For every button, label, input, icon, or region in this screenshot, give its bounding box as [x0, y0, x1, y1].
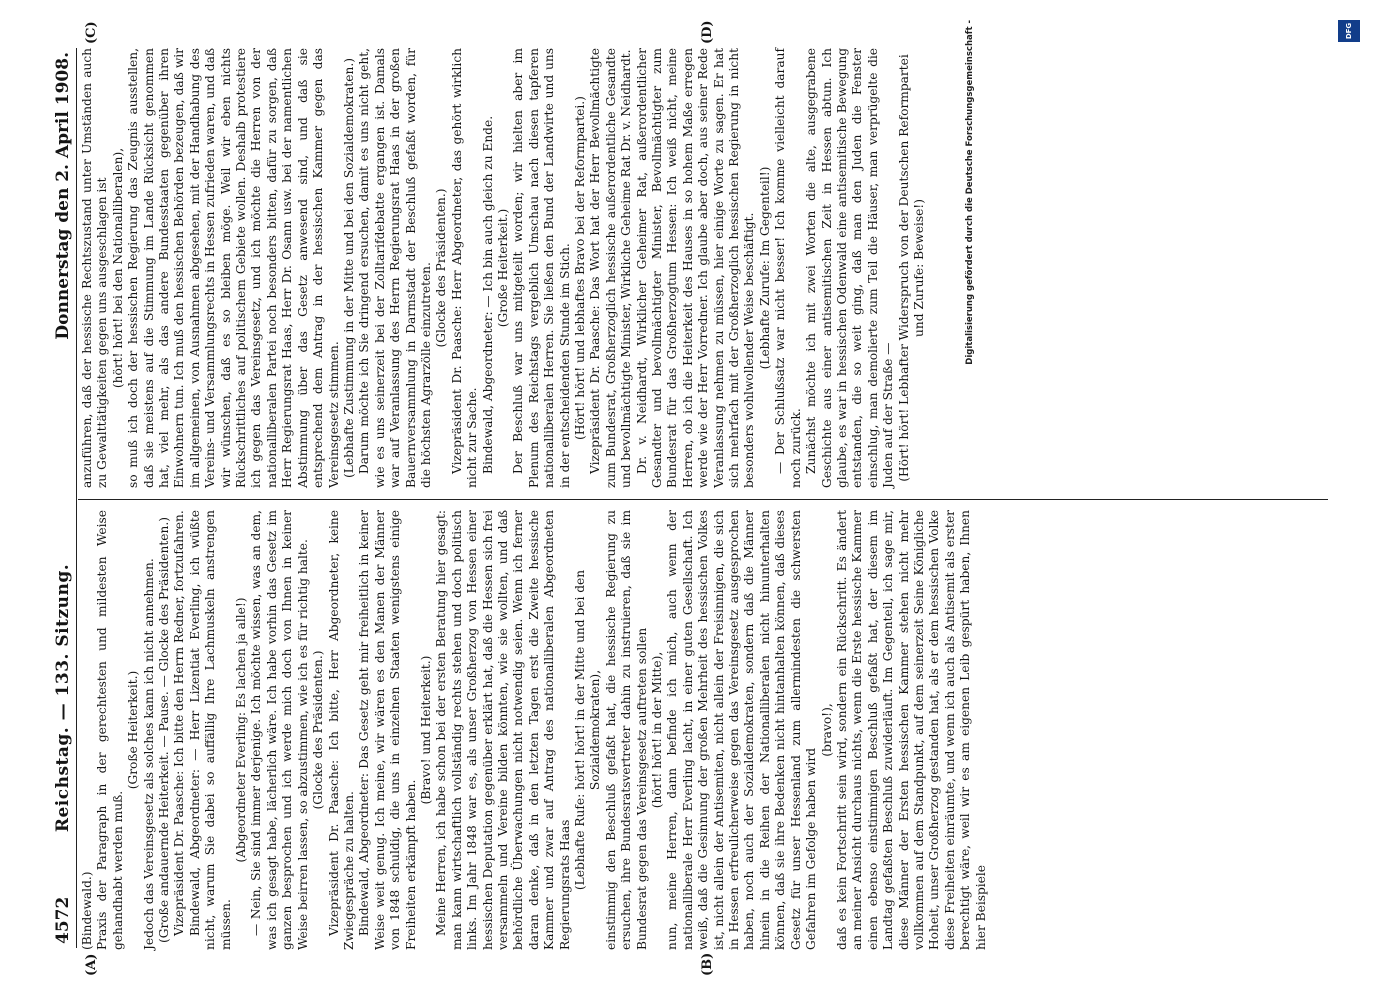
interjection: (Glocke des Präsidenten.) [434, 188, 449, 348]
interjection: (Glocke des Präsidenten.) [311, 650, 326, 810]
interjection: (Bravo! und Heiterkeit.) [418, 655, 433, 805]
paragraph: Vizepräsident Dr. Paasche: Herr Abgeordneter, das gehört wirklich nicht zur Sache. [449, 48, 480, 488]
paragraph: Dr. v. Neidhardt, Wirklicher Geheimer Rat, außerordentlicher Gesandter und bevollmächtigter Minister, Bevollmächtigter zum Bundesrat für das Großherzogtum Hessen: Ich weiß nicht, meine Herren, ob ich die Heiterkeit des Hauses in so hohem Maße erregen werde wie der Herr Vorredner. Ich glaube aber doch, aus seiner Rede Veranlassung nehmen zu müssen, hier einige Worte zu sagen. Er hat sich mehrfach mit der Großherzoglich hessischen Regierung in nicht besonders wohlwollender Weise beschäftigt. [634, 48, 757, 488]
paragraph: Vizepräsident Dr. Paasche: Ich bitte den Herrn Redner, fortzufahren. [172, 510, 187, 936]
paragraph: einstimmig den Beschluß gefaßt hat, die hessische Regierung zu ersuchen, ihre Bundesratsvertreter dahin zu instruieren, daß sie im Bundesrat gegen das Vereinsgesetz auftreten sollen [603, 510, 649, 950]
paragraph: so muß ich doch der hessischen Regierung das Zeugnis ausstellen, daß sie meistens auf die Stimmung im Lande Rücksicht genommen hat, viel mehr, als das andere Bundesstaaten gegenüber ihren Einwohnern tun. Ich muß den hessischen Behörden bezeugen, daß wir im allgemeinen, von Ausnahmen abgesehen, mit der Handhabung des Vereins- und Versammlungsrechts in Hessen zufrieden waren, und daß wir wünschen, daß es so bleiben möge. Weil wir eben nichts Rückschrittliches auf politischem Gebiete wollen. Deshalb protestiere ich gegen das Vereinsgesetz, und ich möchte die Herren von der nationalliberalen Partei noch besonders bitten, dafür zu sorgen, daß Herr Regierungsrat Haas, Herr Dr. Osann usw. bei der namentlichen Abstimmung über das Gesetz anwesend sind, und daß sie entsprechend dem Antrag in der hessischen Kammer gegen das Vereinsgesetz stimmen. [126, 48, 341, 488]
paragraph: Bindewald, Abgeordneter: — Ich bin auch gleich zu Ende. [480, 115, 495, 474]
interjection: (Große Heiterkeit.) [126, 670, 141, 790]
interjection: (Abgeordneter Everling: Es lachen ja alle!) [234, 597, 249, 863]
paragraph: — Nein, Sie sind immer derjenige. Ich möchte wissen, was an dem, was ich gesagt habe, lächerlich wäre. Ich habe vorhin das Gesetz im ganzen besprochen und ich werde mich doch von Ihnen in keiner Weise beirren lassen, so abzustimmen, wie ich es für richtig halte. [249, 510, 310, 950]
paragraph: Meine Herren, ich habe schon bei der ersten Beratung hier gesagt: man kann wirtschaftlich vollständig rechts stehen und doch politisch links. Im Jahr 1848 war es, als unser Großherzog von Hessen einer hessischen Deputation gegenüber erklärt hat, daß die Hessen sich frei versammeln und Vereine bilden könnten, wie sie wollten, und daß behördliche Überwachungen nicht notwendig seien. Wenn ich ferner daran denke, daß in den letzten Tagen erst die Zweite hessische Kammer und zwar auf Antrag des nationalliberalen Abgeordneten Regierungsrats Haas [434, 510, 572, 950]
interjection: (Hört! hört! und lebhaftes Bravo bei der Reformpartei.) [573, 96, 587, 440]
interjection: (Lebhafte Rufe: hört! hört! in der Mitte und bei den Sozialdemokraten), [573, 569, 603, 891]
paragraph: Bindewald, Abgeordneter: — Herr Lizentiat Everling, ich wüßte nicht, warum Sie dabei so auffällig Ihre Lachmuskeln anstrengen müssen. [187, 510, 233, 950]
margin-mark-a: (A) [84, 953, 99, 976]
paragraph: Vizepräsident Dr. Paasche: Ich bitte, Herr Abgeordneter, keine Zwiegespräche zu halten. [326, 510, 356, 950]
session-title: Reichstag. — 133. Sitzung. [53, 563, 73, 833]
paragraph: Darum möchte ich Sie dringend ersuchen, damit es uns nicht geht, wie es uns seinerzeit bei der Zolltarifdebatte ergangen ist. Damals war auf Veranlassung des Herrn Regierungsrat Haas in der großen Bauernversammlung in Darmstadt der Beschluß gefaßt worden, für die höchsten Agrarzölle einzutreten. [357, 48, 433, 488]
paragraph: nun, meine Herren, dann befinde ich mich, auch wenn der nationalliberale Herr Everling lacht, in einer guten Gesellschaft. Ich weiß, daß die Gesinnung der großen Mehrheit des hessischen Volkes ist, nicht allein der Antisemiten, nicht allein der Freisinnigen, die sich in Hessen erfreulicherweise gegen das Vereinsgesetz ausgesprochen haben, noch auch der Sozialdemokraten, sondern daß die Männer hinein in die Reihen der Nationalliberalen nicht hinunterhalten können, daß sie ihre Bedenken nicht hintanhalten können, daß dieses Gesetz für unser Hessenland zum allermindesten die schwersten Gefahren im Gefolge haben wird [665, 510, 819, 950]
interjection: (Lebhafte Zustimmung in der Mitte und bei den Sozialdemokraten.) [341, 58, 356, 478]
interjection: (Große andauernde Heiterkeit. — Pause. — Glocke des Präsidenten.) [157, 517, 172, 943]
paragraph: — Der Schlußsatz war nicht besser! Ich komme vielleicht darauf noch zurück. [773, 48, 803, 488]
margin-mark-c: (C) [84, 21, 99, 44]
page-header [50, 48, 77, 948]
digitization-credit: Digitalisierung gefördert durch die Deutsche Forschungsgemeinschaft - [965, 20, 975, 365]
dfg-logo: DFG [1338, 20, 1360, 42]
margin-mark-b: (B) [700, 952, 715, 976]
column-divider [78, 499, 1328, 500]
right-column [80, 48, 927, 488]
paragraph: anzuführen, daß der hessische Rechtszustand unter Umständen auch zu Gewalttätigkeiten gegen uns ausgeschlagen ist [80, 48, 110, 488]
interjection: (hört! hört! bei den Nationalliberalen), [110, 147, 125, 389]
interjection: (hört! hört! in der Mitte), [650, 651, 665, 809]
paragraph: Zunächst möchte ich mit zwei Worten die alte, ausgegrabene Geschichte aus einer antisemitischen Zeit in Hessen abtun. Ich glaube, es war in hessischen Odenwald eine antisemitische Bewegung entstanden, die so weit ging, daß man den Juden die Fenster einschlug, man demolierte zum Teil die Häuser, man verprügelte die Juden auf der Straße — [804, 48, 896, 488]
header-date: Donnerstag den 2. April 1908. [53, 52, 73, 340]
paragraph: Der Beschluß war uns mitgeteilt worden; wir hielten aber im Plenum des Reichstags vergeblich Umschau nach diesen tapferen nationalliberalen Herren. Sie ließen den Bund der Landwirte und uns in der entscheidenden Stunde im Stich. [511, 48, 572, 488]
interjection: (Lebhafte Zurufe: Im Gegenteil!) [757, 166, 772, 370]
interjection: (Große Heiterkeit.) [495, 208, 510, 328]
interjection: (Hört! hört! Lebhafter Widerspruch von der Deutschen Reformpartei und Zurufe: Beweise!) [896, 54, 926, 482]
paragraph: Bindewald, Abgeordneter: Das Gesetz geht mir freiheitlich in keiner Weise weit genug. Ich meine, wir wären es den Manen der Männer von 1848 schuldig, die uns in einzelnen Staaten wenigstens einige Freiheiten erkämpft haben. [357, 510, 418, 950]
paragraph: daß es kein Fortschritt sein wird, sondern ein Rückschritt. Es ändert an meiner Ansicht durchaus nichts, wenn die Erste hessische Kammer einen ebenso einstimmigen Beschluß gefaßt hat, der diesem im Landtag gefaßten Beschluß zuwiderläuft. Im Gegenteil, ich sage mir, diese Männer der Ersten hessischen Kammer stehen nicht mehr vollkommen auf dem Standpunkt, auf dem seinerzeit Seine Königliche Hoheit, unser Großherzog gestanden hat, als er dem hessischen Volke diese Freiheiten einräumte, und wenn ich auch als Antisemit als erster berechtigt wäre, weil wir es am eigenen Leib gespürt haben, Ihnen hier Beispiele [834, 510, 988, 950]
paragraph: (Bindewald.) [80, 871, 94, 950]
paragraph: Vizepräsident Dr. Paasche: Das Wort hat der Herr Bevollmächtigte zum Bundesrat, Großherzoglich hessische außerordentliche Gesandte und bevollmächtigte Minister, Wirkliche Geheime Rat Dr. v. Neidhardt. [588, 48, 634, 488]
margin-mark-d: (D) [700, 20, 715, 44]
page-number: 4572 [53, 896, 73, 944]
paragraph: Praxis der Paragraph in der gerechtesten und mildesten Weise gehandhabt werden muß. [95, 510, 125, 950]
paragraph: Jedoch das Vereinsgesetz als solches kann ich nicht annehmen. [141, 558, 156, 950]
interjection: (bravo!), [819, 703, 834, 757]
left-column [80, 510, 989, 950]
